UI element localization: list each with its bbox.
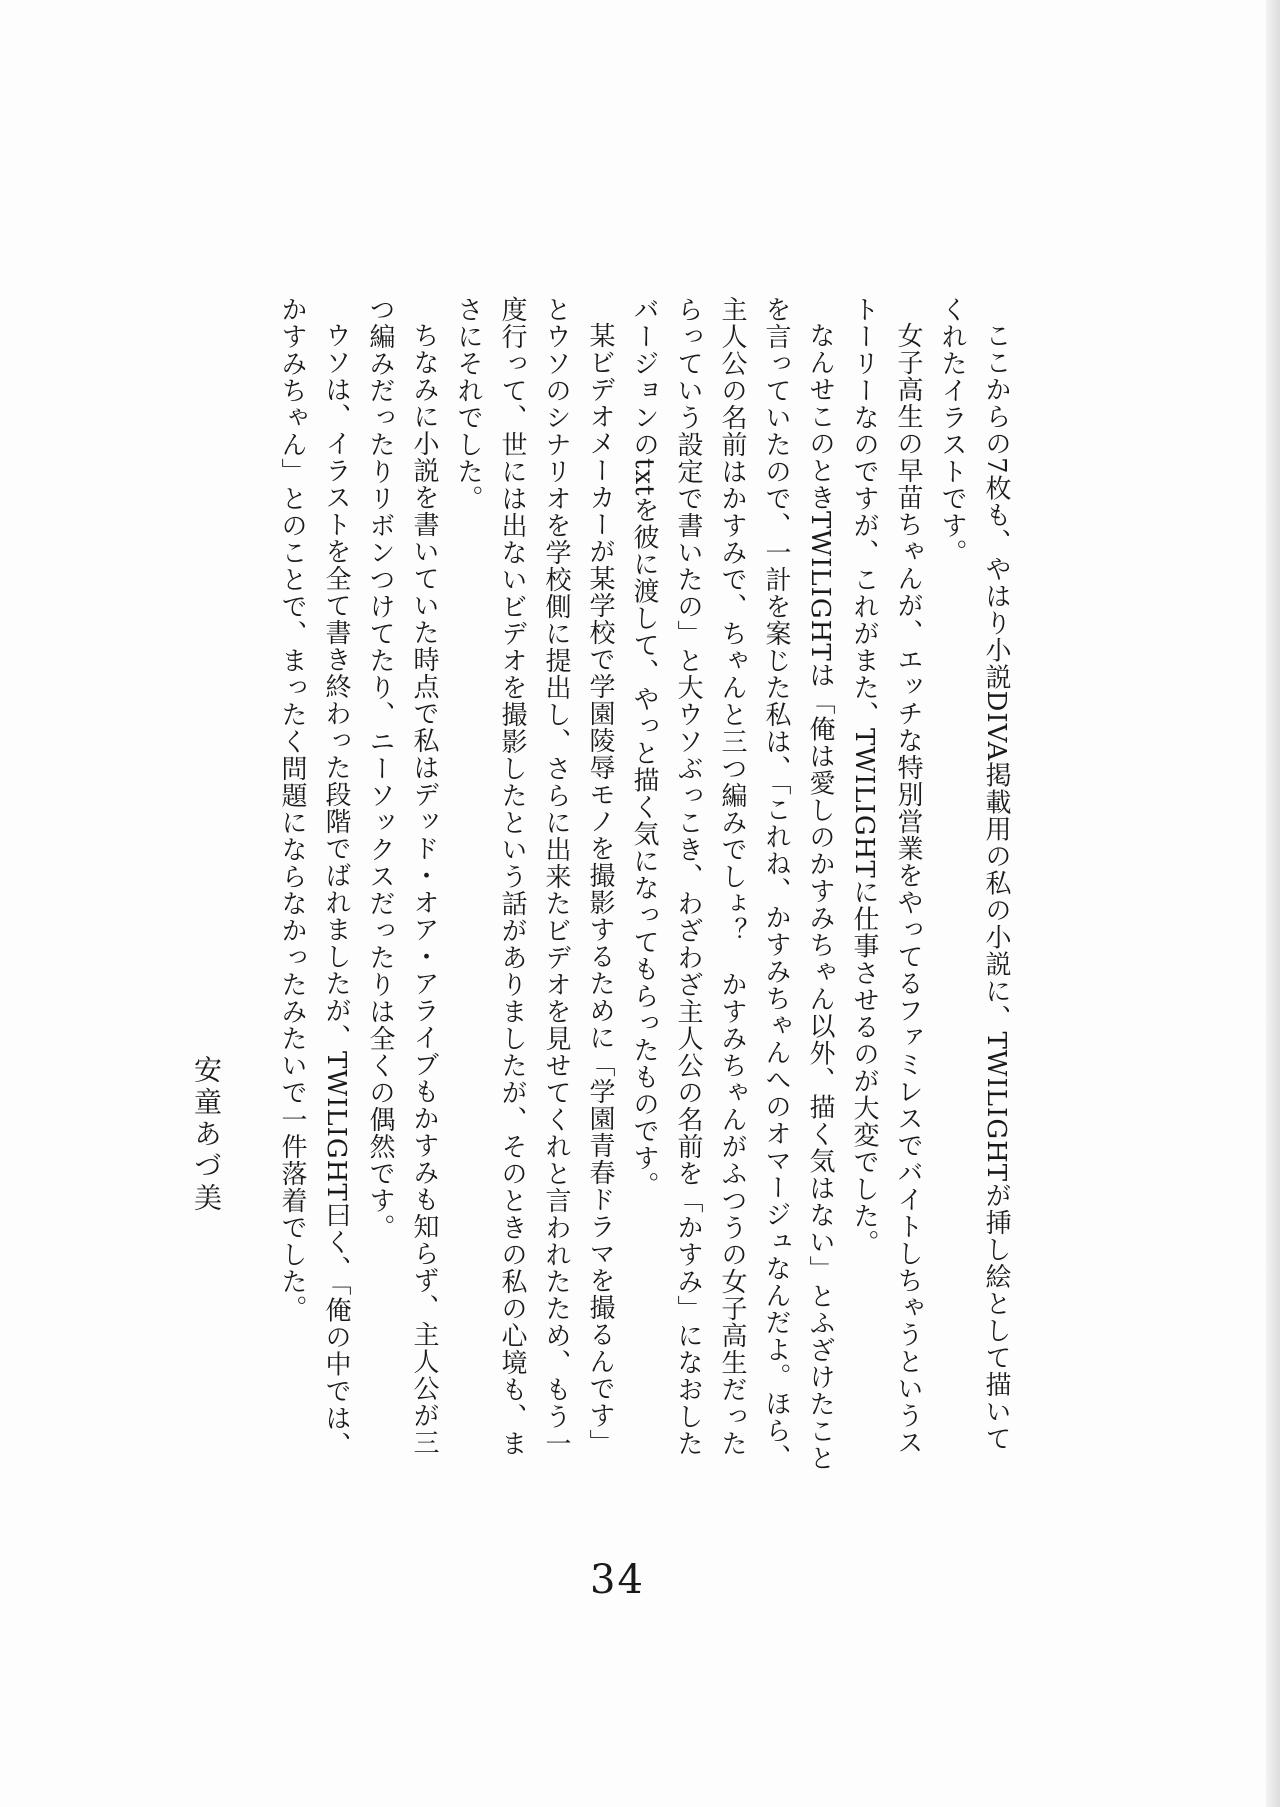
page-edge-shadow — [1266, 0, 1280, 1807]
paragraph-1: ここからの7枚も、やはり小説DIVA掲載用の私の小説に、TWILIGHTが挿し絵として描いてくれたイラストです。 — [937, 296, 1011, 1453]
author-name: 安童あづ美 — [190, 1055, 223, 1215]
paragraph-4: 某ビデオメーカーが某学校で学園陵辱モノを撮影するために「学園青春ドラマを撮るんです」とウソのシナリオを学校側に提出し、さらに出来たビデオを見せてくれと言われたため、もう一度行って、世には出ないビデオを撮影したという話がありましたが、そのときの私の心境も、まさにそれでした。 — [453, 296, 615, 1457]
paragraph-6: ウソは、イラストを全て書き終わった段階でばれましたが、TWILIGHT曰く、「俺の中では、かすみちゃん」とのことで、まったく問題にならなかったみたいで一件落着でした。 — [277, 296, 351, 1459]
paragraph-3: なんせこのときTWILIGHTは「俺は愛しのかすみちゃん以外、描く気はない」とふざけたことを言っていたので、一計を案じた私は、「これね、かすみちゃんへのオマージュなんだよ。ほら、主人公の名前はかすみで、ちゃんと三つ編みでしょ？ かすみちゃんがふつうの女子高生だったらっていう設定で書いたの」と大ウソぶっこき、わざわざ主人公の名前を「かすみ」になおしたバージョンのtxtを彼に渡して、やっと描く気になってもらったものです。 — [629, 296, 835, 1472]
page-number: 34 — [590, 1557, 645, 1603]
paragraph-5: ちなみに小説を書いていた時点で私はデッド・オア・アライブもかすみも知らず、主人公が三つ編みだったりリボンつけてたり、ニーソックスだったりは全くの偶然です。 — [365, 296, 439, 1456]
essay-body — [270, 296, 1018, 1476]
paragraph-2: 女子高生の早苗ちゃんが、エッチな特別営業をやってるファミレスでバイトしちゃうというストーリーなのですが、これがまた、TWILIGHTに仕事させるのが大変でした。 — [849, 296, 923, 1456]
